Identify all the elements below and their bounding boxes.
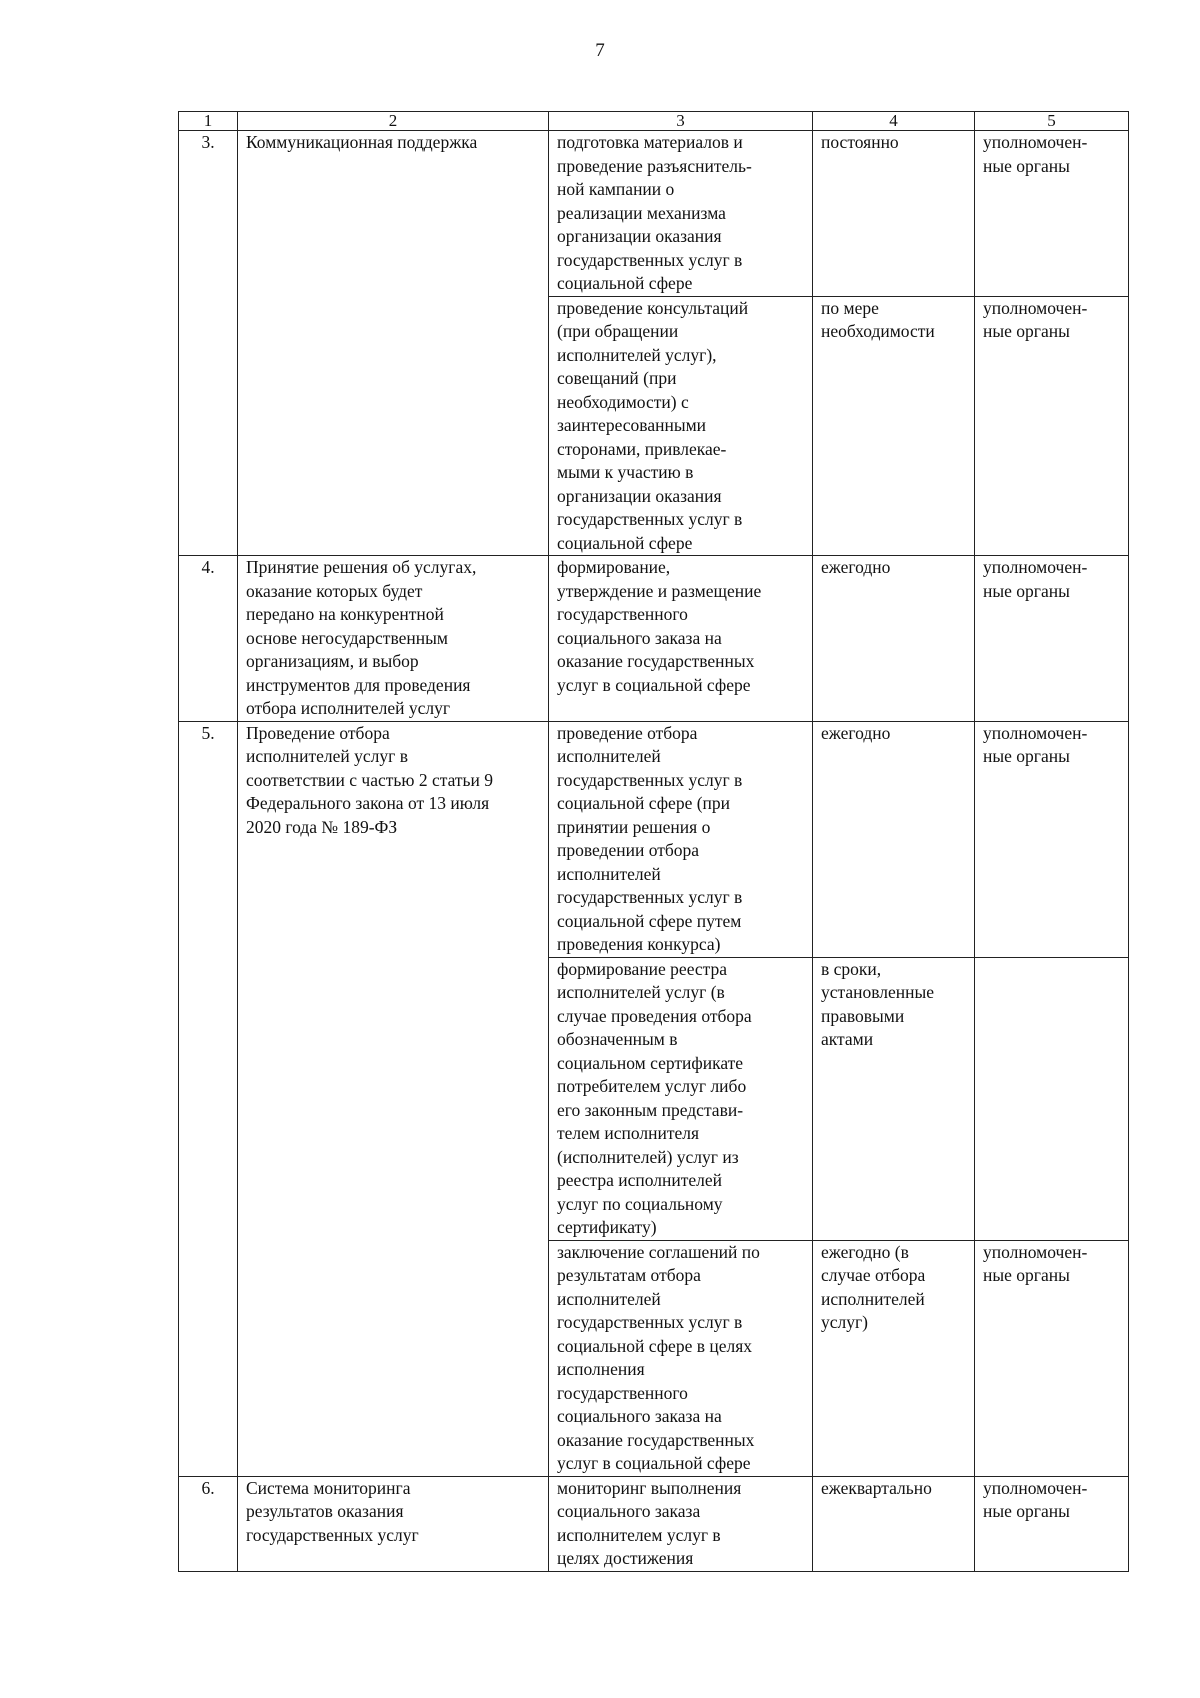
section-title: Коммуникационная поддержка <box>238 131 549 556</box>
action-cell: мониторинг выполнения социального заказа исполнителем услуг в целях достижения <box>549 1476 813 1571</box>
action-cell: проведение отбора исполнителей государственных услуг в социальной сфере (при принятии решения о проведении отбора исполнителей государственных услуг в социальной сфере путем проведения конкурса) <box>549 721 813 957</box>
term-cell: ежегодно <box>813 556 975 722</box>
action-cell: формирование реестра исполнителей услуг (в случае проведения отбора обозначенным в социальном сертификате потребителем услуг либо его законным представи- телем исполнителя (исполнителей) услуг из реестра исполнителей услуг по социальному сертификату) <box>549 957 813 1240</box>
action-cell: формирование, утверждение и размещение государственного социального заказа на оказание государственных услуг в социальной сфере <box>549 556 813 722</box>
responsible-cell: уполномочен- ные органы <box>975 131 1129 297</box>
section-number: 6. <box>179 1476 238 1571</box>
header-cell-4: 4 <box>813 112 975 131</box>
responsible-cell: уполномочен- ные органы <box>975 1240 1129 1476</box>
header-cell-1: 1 <box>179 112 238 131</box>
responsible-cell: уполномочен- ные органы <box>975 296 1129 556</box>
section-title: Проведение отбора исполнителей услуг в соответствии с частью 2 статьи 9 Федерального закона от 13 июля 2020 года № 189-ФЗ <box>238 721 549 1476</box>
page-number: 7 <box>595 40 605 61</box>
table-header-row <box>179 112 1129 131</box>
section-title: Принятие решения об услугах, оказание которых будет передано на конкурентной основе негосударственным организациям, и выбор инструментов для проведения отбора исполнителей услуг <box>238 556 549 722</box>
section-title: Система мониторинга результатов оказания государственных услуг <box>238 1476 549 1571</box>
table-row <box>179 556 1129 722</box>
action-cell: заключение соглашений по результатам отбора исполнителей государственных услуг в социальной сфере в целях исполнения государственного социального заказа на оказание государственных услуг в социальной сфере <box>549 1240 813 1476</box>
header-cell-5: 5 <box>975 112 1129 131</box>
action-cell: проведение консультаций (при обращении исполнителей услуг), совещаний (при необходимости) с заинтересованными сторонами, привлекае- мыми к участию в организации оказания государственных услуг в социальной сфере <box>549 296 813 556</box>
header-cell-3: 3 <box>549 112 813 131</box>
table-row <box>179 1476 1129 1571</box>
action-cell: подготовка материалов и проведение разъяснитель- ной кампании о реализации механизма организации оказания государственных услуг в социальной сфере <box>549 131 813 297</box>
section-number: 5. <box>179 721 238 1476</box>
responsible-cell <box>975 957 1129 1240</box>
term-cell: ежегодно (в случае отбора исполнителей услуг) <box>813 1240 975 1476</box>
section-number: 4. <box>179 556 238 722</box>
term-cell: по мере необходимости <box>813 296 975 556</box>
term-cell: постоянно <box>813 131 975 297</box>
section-number: 3. <box>179 131 238 556</box>
table-row <box>179 131 1129 297</box>
term-cell: ежегодно <box>813 721 975 957</box>
term-cell: в сроки, установленные правовыми актами <box>813 957 975 1240</box>
responsible-cell: уполномочен- ные органы <box>975 721 1129 957</box>
header-cell-2: 2 <box>238 112 549 131</box>
plan-table <box>178 111 1129 1572</box>
table-row <box>179 721 1129 957</box>
term-cell: ежеквартально <box>813 1476 975 1571</box>
responsible-cell: уполномочен- ные органы <box>975 556 1129 722</box>
responsible-cell: уполномочен- ные органы <box>975 1476 1129 1571</box>
